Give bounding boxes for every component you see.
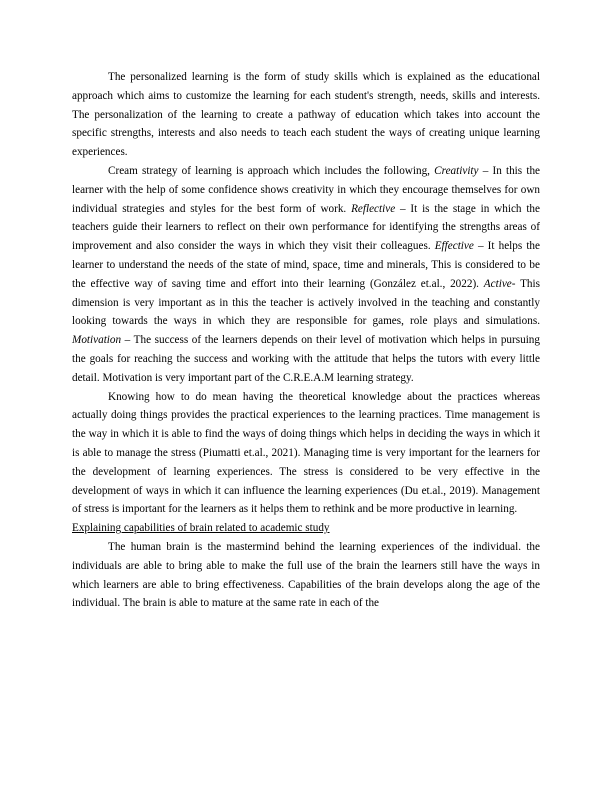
paragraph-human-brain: The human brain is the mastermind behind the learning experiences of the individual. the individuals are able to bring able to make the full use of the brain the learners still have the ways in which learners are able to bring effectiveness. Capabilities of the brain develops along the age of the individual. The brain is able to mature at the same rate in each of the (72, 540, 540, 610)
reflective-text: – It is the stage in which the teachers guide their learners to reflect on their own performance for identifying the strengths areas of improvement and also consider the ways in which they visit their colleagues. (72, 202, 540, 253)
term-effective: Effective (434, 240, 474, 253)
section-heading-brain-capabilities: Explaining capabilities of brain related to academic study (72, 522, 330, 535)
paragraph-cream-strategy (72, 162, 540, 388)
motivation-text: – The success of the learners depends on their level of motivation which helps in pursuing the goals for reaching the success and working with the attitude that helps the tutors with every little detail. Motivation is very important part of the C.R.E.A.M learning strategy. (72, 334, 540, 384)
active-text: This dimension is very important as in this the teacher is actively involved in the teaching and constantly looking towards the ways in which they are responsible for games, role plays and simulations. (72, 277, 540, 328)
term-creativity: Creativity (434, 164, 479, 177)
paragraph-personalized-learning: The personalized learning is the form of study skills which is explained as the educational approach which aims to customize the learning for each student's strength, needs, skills and interests. The personalization of the learning to create a pathway of education which takes into account the specific strengths, interests and also needs to teach each student the ways of creating unique learning experiences. (72, 71, 540, 159)
document-page (72, 68, 540, 613)
paragraph-knowing-how: Knowing how to do mean having the theoretical knowledge about the practices whereas actually doing things provides the practical experiences to the learning practices. Time management is the way in which it is able to find the ways of doing things which helps in deciding the ways in which it is able to manage the stress (Piumatti et.al., 2021). Managing time is very important for the learners for the development of learning experiences. The stress is considered to be very effective in the development of ways in which it can influence the learning experiences (Du et.al., 2019). Management of stress is important for the learners as it helps them to rethink and be more productive in learning. (72, 390, 540, 516)
effective-text: – It helps the learner to understand the needs of the state of mind, space, time and minerals, This is considered to be the effective way of saving time and effort into their learning (González et.al., 2022). (72, 240, 540, 290)
term-reflective: Reflective (351, 202, 396, 215)
term-motivation: Motivation (72, 334, 122, 347)
cream-intro-text: Cream strategy of learning is approach which includes the following, (108, 164, 435, 177)
term-active: Active- (483, 277, 516, 290)
creativity-text: – In this the learner with the help of some confidence shows creativity in which they encourage themselves for own individual strategies and styles for the best form of work. (72, 164, 541, 215)
